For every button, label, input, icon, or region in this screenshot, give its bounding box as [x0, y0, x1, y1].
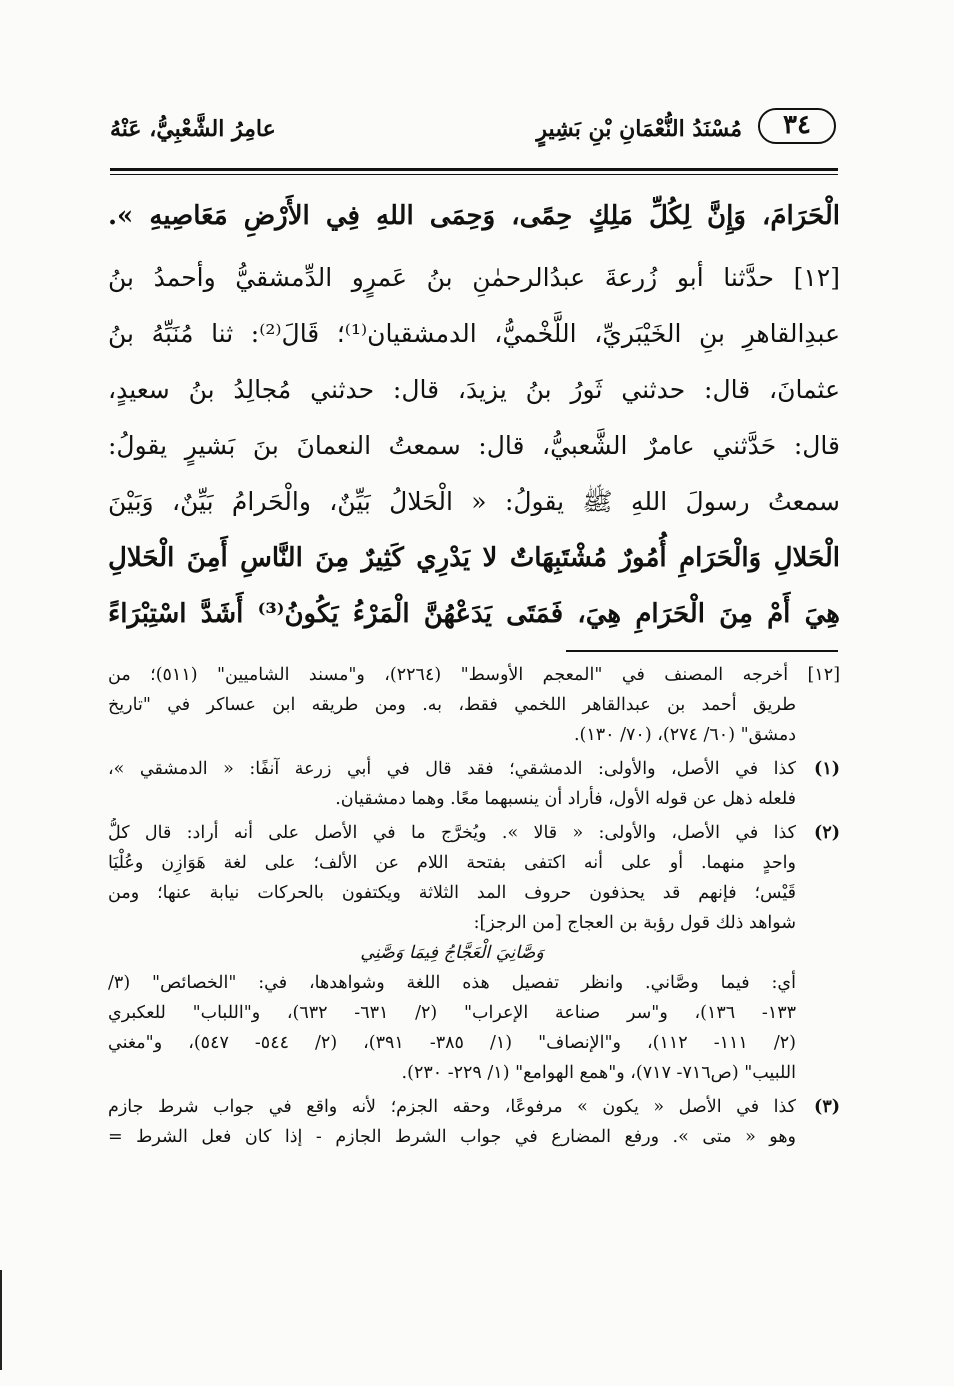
footnote-line: أي: فيما وصَّاني. وانظر تفصيل هذه اللغة وشواهدها، في: "الخصائص" (٣/: [108, 973, 796, 993]
running-section-title: عامِرُ الشَّعْبِيُّ، عَنْهُ: [110, 116, 276, 142]
footnote-line: وهو « متى ». ورفع المضارع في جواب الشرط الجازم - إذا كان فعل الشرط =: [108, 1127, 796, 1147]
header-rule-thin: [110, 174, 838, 175]
main-line: هِيَ أَمْ مِنَ الْحَرَامِ هِيَ، فَمَتَى يَدَعْهُنَّ الْمَرْءُ يَكُونُ⁽³⁾ أَشَدَّ اسْتِبْرَاءً: [108, 599, 840, 629]
footnote-2: [108, 818, 840, 1088]
footnote-line: اللبيب" (ص٧١٦- ٧١٧)، و"همع الهوامع" (١/ ٢٢٩- ٢٣٠).: [401, 1063, 796, 1083]
footnote-12: [108, 660, 840, 750]
main-line: سمعتُ رسولَ اللهِ ﷺ يقولُ: « الْحَلالُ بَيِّنٌ، والْحَرامُ بَيِّنٌ، وَبَيْنَ: [108, 487, 840, 516]
footnote-body: [108, 754, 796, 814]
footnote-line: دمشق" (٦٠/ ٢٧٤)، (٧٠/ ١٣٠).: [573, 725, 796, 745]
page-header: [110, 104, 838, 156]
main-text: [108, 188, 840, 642]
footnote-separator: [566, 650, 838, 652]
main-line: عبدِالقاهرِ بنِ الخَيْبَريِّ، اللَّخْميُّ، الدمشقيان⁽¹⁾؛ قَالَ⁽²⁾: ثنا مُنَبِّهُ بنُ: [108, 319, 840, 348]
footnote-line: شواهد ذلك قول رؤبة بن العجاج [من الرجز]:: [473, 913, 796, 933]
footnote-verse: وَصَّانِيَ الْعَجَّاجُ فِيمَا وَصَّنِي: [360, 943, 544, 963]
footnote-line: فلعله ذهل عن قوله الأول، فأراد أن ينسبهما معًا. وهما دمشقيان.: [335, 789, 796, 809]
footnote-1: [108, 754, 840, 814]
main-line: قال: حَدَّثني عامرٌ الشَّعبيُّ، قال: سمعتُ النعمانَ بنَ بَشيرٍ يقولُ:: [108, 431, 840, 460]
footnote-marker: (٢): [814, 823, 840, 843]
scan-edge-mark: [0, 1270, 2, 1370]
running-book-title: مُسْنَدُ النُّعْمَانِ بْنِ بَشِيرٍ: [536, 116, 742, 142]
footnotes: [108, 660, 840, 1156]
footnote-line: طريق أحمد بن عبدالقاهر اللخمي فقط، به. ومن طريقه ابن عساكر في "تاريخ: [108, 695, 796, 715]
footnote-line: ١٣٣- ١٣٦)، و"سر صناعة الإعراب" (٢/ ٦٣١- ٦٣٢)، و"اللباب" للعكبري: [108, 1003, 796, 1023]
header-rule-thick: [110, 168, 838, 171]
footnote-line: كذا في الأصل « يكون » مرفوعًا، وحقه الجزم؛ لأنه واقع في جواب شرط جازم: [108, 1097, 796, 1117]
footnote-marker: (١): [814, 759, 840, 779]
footnote-line: [١٢] أخرجه المصنف في "المعجم الأوسط" (٢٢٦٤)، و"مسند الشاميين" (٥١١)؛ من: [108, 665, 840, 685]
main-line: الْحَلالِ وَالْحَرَامِ أُمُورٌ مُشْتَبِهَاتٌ لا يَدْرِي كَثِيرٌ مِنَ النَّاسِ أَمِنَ الْحَلالِ: [108, 543, 840, 573]
footnote-line: قَيْس؛ فإنهم قد يحذفون حروف المد الثلاثة ويكتفون بالحركات نيابة عنها؛ ومن: [108, 883, 796, 903]
footnote-body: [108, 1092, 796, 1152]
main-line: [١٢] حدَّثنا أبو زُرعةَ عبدُالرحمٰنِ بنُ عَمرٍو الدِّمشقيُّ وأحمدُ بنُ: [108, 263, 840, 292]
page-number: ٣٤: [758, 108, 836, 144]
main-line: عثمانَ، قال: حدثني ثَورُ بنُ يزيدَ، قال: حدثني مُجالِدُ بنُ سعيدٍ،: [108, 375, 840, 404]
footnote-line: واحدٍ منهما. أو على أنه اكتفى بفتحة اللام عن الألف؛ على لغة هَوَازِن وعُلْيَا: [108, 853, 796, 873]
footnote-body: [108, 818, 796, 1088]
footnote-body: [108, 660, 840, 750]
footnote-3: [108, 1092, 840, 1152]
footnote-line: كذا في الأصل، والأولى: « قالا ». ويُخرَّج ما في الأصل على أنه أراد: قال كلُّ: [108, 823, 796, 843]
footnote-line: كذا في الأصل، والأولى: الدمشقي؛ فقد قال في أبي زرعة آنفًا: « الدمشقي »،: [108, 759, 796, 779]
footnote-line: (٢/ ١١١- ١١٢)، و"الإنصاف" (١/ ٣٨٥- ٣٩١)، (٢/ ٥٤٤- ٥٤٧)، و"مغني: [108, 1033, 796, 1053]
footnote-marker: (٣): [814, 1097, 840, 1117]
main-line: الْحَرَامَ، وَإِنَّ لِكُلِّ مَلِكٍ حِمًى، وَحِمَى اللهِ فِي الأَرْضِ مَعَاصِيهِ ».: [108, 201, 840, 231]
